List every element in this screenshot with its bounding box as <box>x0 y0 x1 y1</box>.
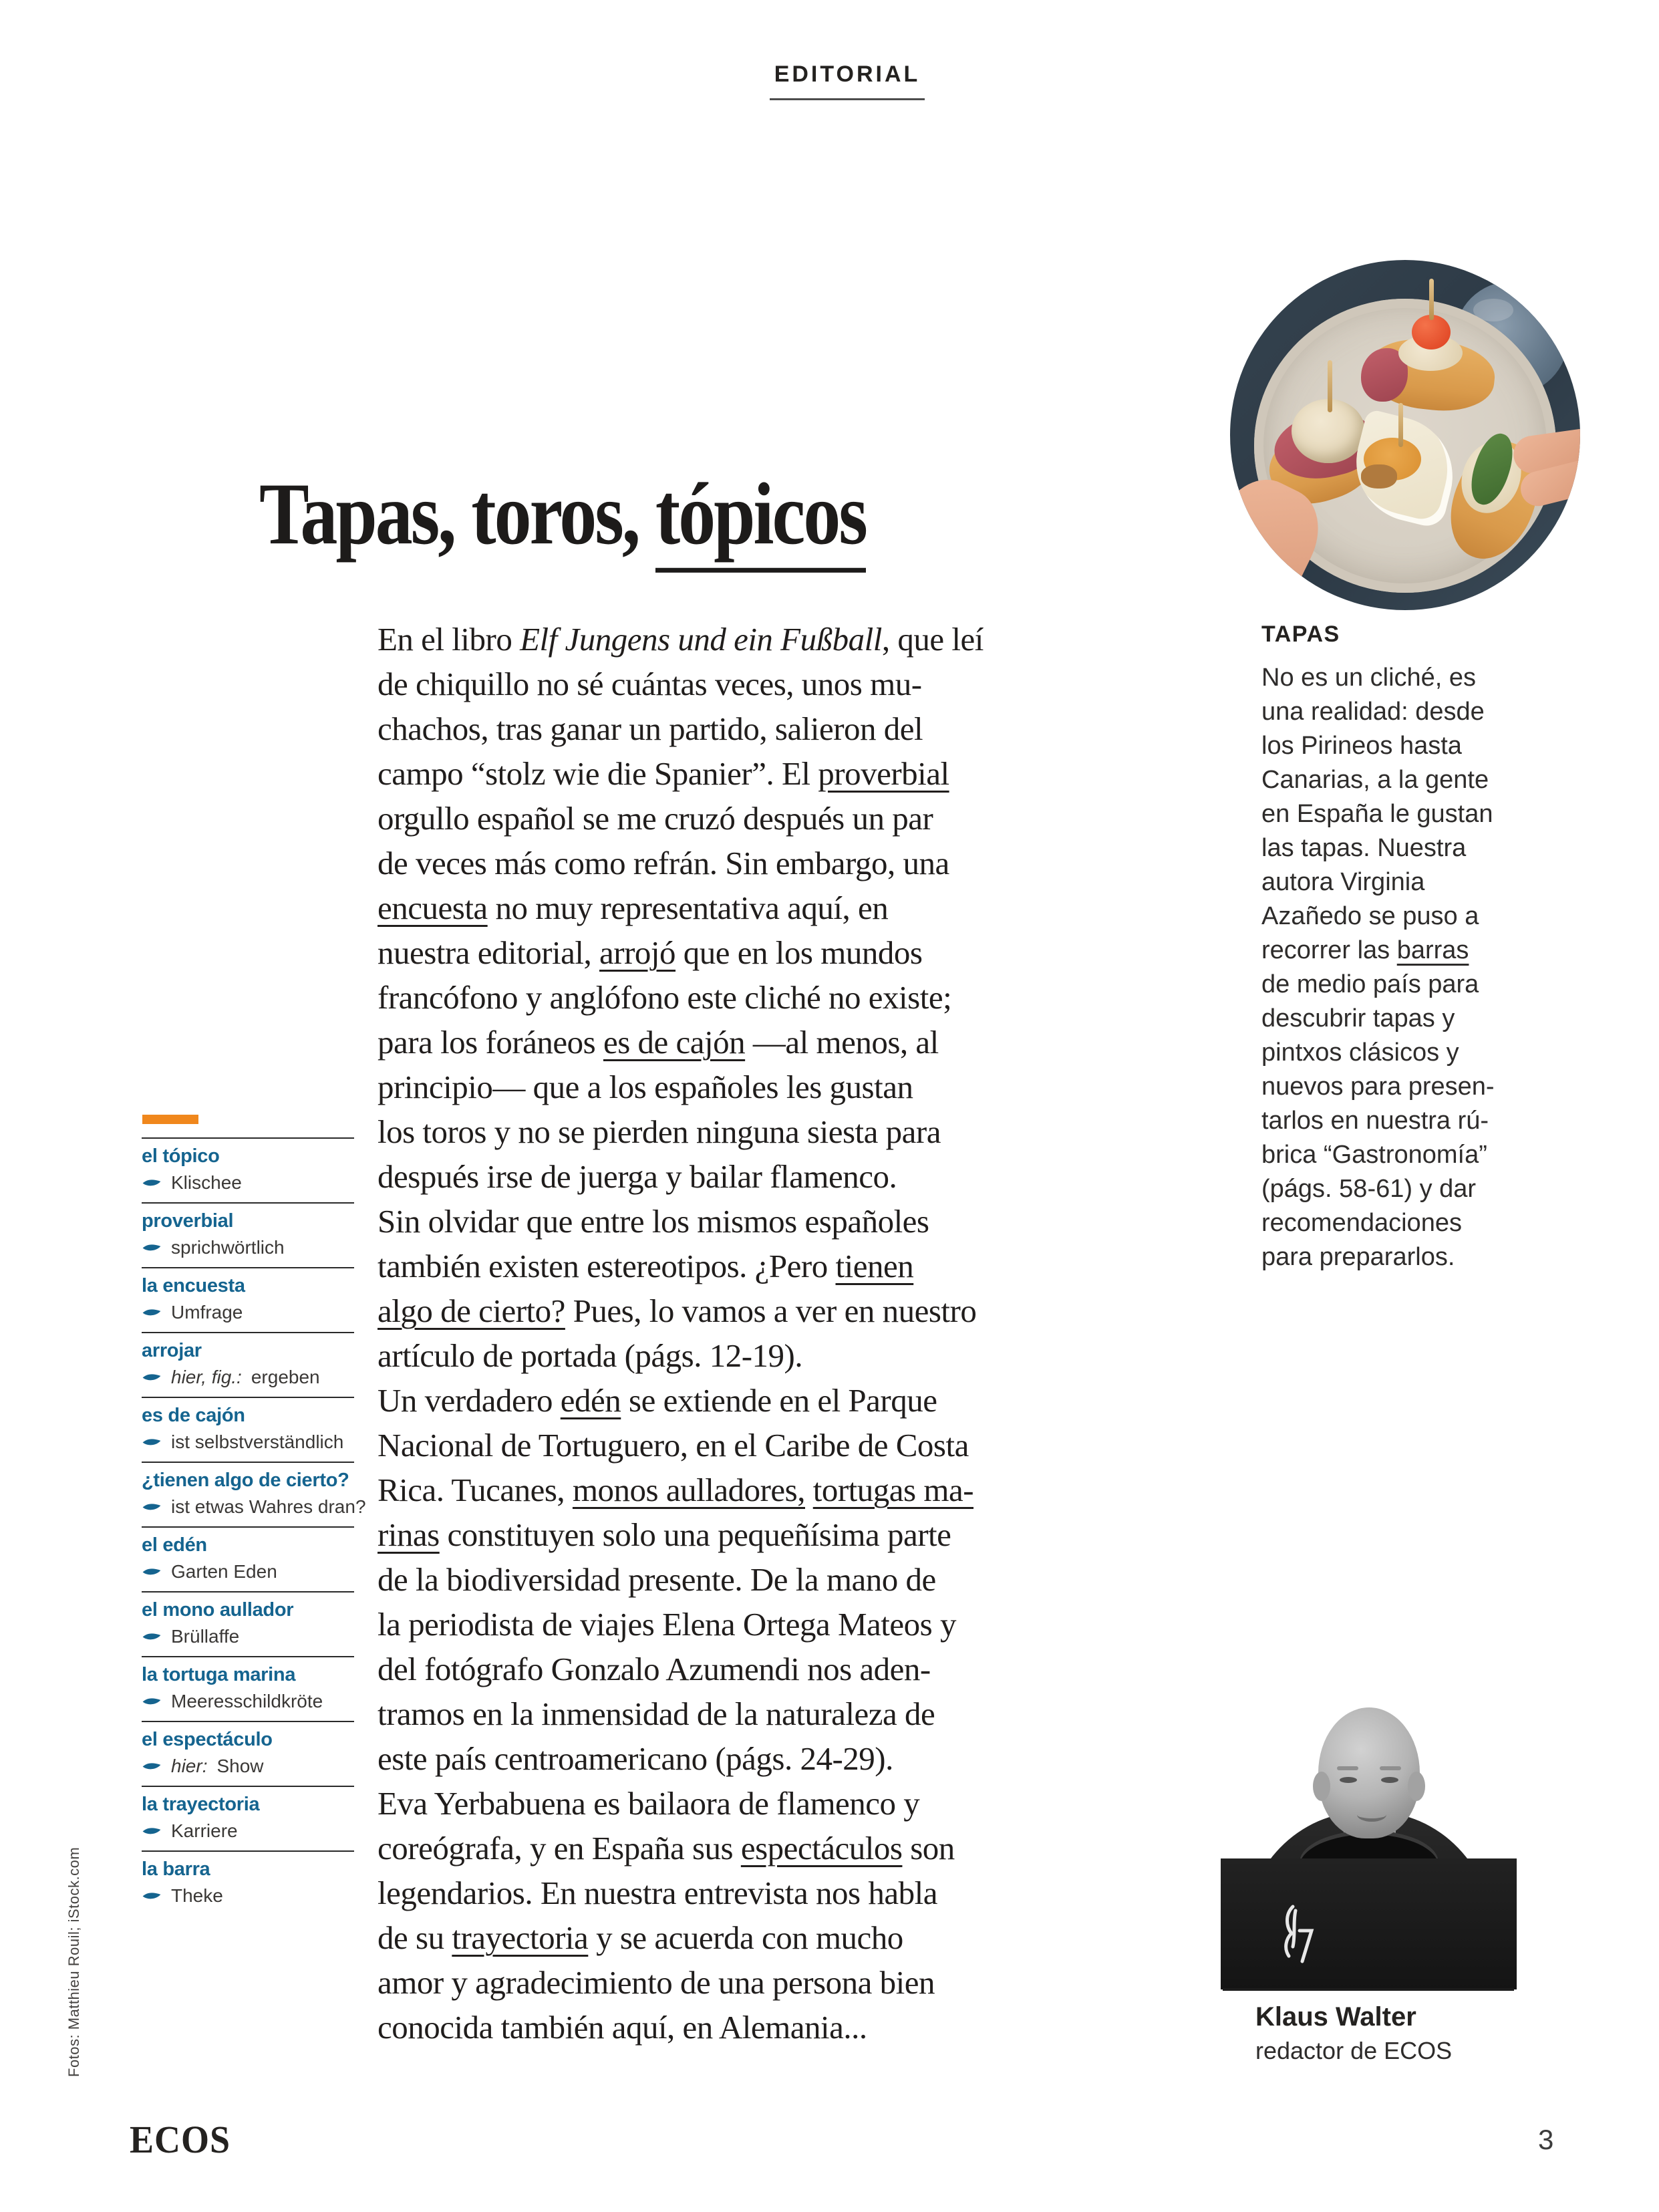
caption-line <box>1261 900 1555 934</box>
text-run: Pues, lo vamos a ver en nuestro <box>565 1292 977 1329</box>
text-run: Garten Eden <box>171 1561 277 1582</box>
body-line <box>378 662 1116 706</box>
vocab-term: el edén <box>142 1534 207 1556</box>
text-run: se extiende en el Parque <box>621 1382 937 1419</box>
text-run: de su <box>378 1919 452 1956</box>
body-line <box>378 796 1116 841</box>
text-run: conocida también aquí, en Alemania... <box>378 2009 867 2046</box>
arrow-bullet-icon <box>142 1697 162 1707</box>
text-run: proverbial <box>818 755 949 792</box>
caption-line <box>1261 865 1555 900</box>
text-run: Un verdadero <box>378 1382 561 1419</box>
text-run: este país centroamericano (págs. 24-29). <box>378 1740 893 1777</box>
tapas-photo <box>1230 260 1580 610</box>
body-line <box>378 617 1116 662</box>
vocab-term: arrojar <box>142 1340 202 1361</box>
author-divider-line <box>1223 1988 1514 1991</box>
vocab-translation <box>142 1885 354 1907</box>
author-photo <box>1221 1699 1517 1989</box>
page-title <box>259 464 1061 565</box>
magazine-logo: ECOS <box>130 2118 231 2161</box>
text-run: pintxos clásicos y <box>1261 1039 1459 1067</box>
photo-credit: Fotos: Matthieu Rouil; iStock.com <box>65 1846 82 2077</box>
text-run: chachos, tras ganar un partido, salieron del <box>378 710 923 747</box>
author-role: redactor de ECOS <box>1255 2037 1453 2064</box>
vocab-translation <box>142 1496 366 1518</box>
body-line <box>378 930 1116 975</box>
body-line <box>378 1960 1116 2005</box>
caption-line <box>1261 831 1555 865</box>
eye <box>1340 1777 1357 1783</box>
body-line <box>378 1423 1116 1468</box>
vocab-item <box>142 1591 354 1656</box>
caption-line <box>1261 1002 1555 1036</box>
skewer-stick <box>1429 279 1434 320</box>
text-run: Show <box>216 1756 264 1776</box>
text-run: tramos en la inmensidad de la naturaleza de <box>378 1695 935 1732</box>
vocab-term: ¿tienen algo de cierto? <box>142 1470 349 1491</box>
text-run: nuestra editorial, <box>378 934 600 971</box>
arrow-bullet-icon <box>142 1308 162 1318</box>
text-run: algo de cierto? <box>378 1292 565 1329</box>
caption-line <box>1261 968 1555 1002</box>
vocab-item <box>142 1462 366 1526</box>
arrow-bullet-icon <box>142 1632 162 1642</box>
vocab-item <box>142 1721 354 1786</box>
vocab-list <box>142 1137 366 1915</box>
text-run: sprichwörtlich <box>171 1237 285 1258</box>
vocab-term: la barra <box>142 1858 210 1880</box>
vocab-translation <box>142 1366 354 1389</box>
body-line <box>378 1826 1116 1871</box>
text-run: de medio país para <box>1261 970 1479 998</box>
vocab-translation <box>142 1690 354 1713</box>
section-label: EDITORIAL <box>770 61 925 100</box>
vocab-item <box>142 1397 354 1462</box>
text-run: autora Virginia <box>1261 868 1425 896</box>
text-run: rinas <box>378 1516 440 1553</box>
text-run: para los foráneos <box>378 1024 603 1061</box>
text-run: descubrir tapas y <box>1261 1004 1455 1032</box>
text-run: coreógrafa, y en España sus <box>378 1830 741 1867</box>
walnut <box>1361 464 1397 489</box>
vocab-translation <box>142 1560 354 1583</box>
vocab-item <box>142 1267 354 1332</box>
arrow-bullet-icon <box>142 1567 162 1577</box>
caption-line <box>1261 1138 1555 1172</box>
text-run: de veces más como refrán. Sin embargo, una <box>378 845 949 881</box>
body-line <box>378 1647 1116 1691</box>
text-run: , que leí <box>881 621 984 658</box>
text-run: y se acuerda con mucho <box>588 1919 903 1956</box>
text-run: para prepararlos. <box>1261 1243 1455 1271</box>
body-line <box>378 1378 1116 1423</box>
text-run: (págs. 58-61) y dar <box>1261 1175 1477 1203</box>
arrow-bullet-icon <box>142 1502 162 1512</box>
text-run: orgullo español se me cruzó después un par <box>378 800 933 837</box>
vocab-item <box>142 1656 354 1721</box>
body-line <box>378 1065 1116 1109</box>
vocab-term: la encuesta <box>142 1275 245 1296</box>
tapas-caption <box>1261 621 1555 1274</box>
vocab-translation <box>142 1301 354 1324</box>
editorial-body-text <box>378 617 1116 2050</box>
text-run: recorrer las <box>1261 936 1397 964</box>
hoodie-logo <box>1273 1900 1320 1967</box>
vocab-term: el tópico <box>142 1145 220 1167</box>
vocab-translation <box>142 1625 354 1648</box>
text-run: amor y agradecimiento de una persona bien <box>378 1964 935 2001</box>
body-line <box>378 1333 1116 1378</box>
text-run <box>805 1472 813 1508</box>
text-run: después irse de juerga y bailar flamenco. <box>378 1158 897 1195</box>
body-line <box>378 1199 1116 1244</box>
caption-line <box>1261 797 1555 831</box>
text-run: edén <box>560 1382 621 1419</box>
torso <box>1221 1858 1517 1989</box>
text-run: No es un cliché, es <box>1261 664 1477 692</box>
body-line <box>378 1468 1116 1512</box>
text-run: tortugas ma- <box>812 1472 974 1508</box>
text-run: que en los mundos <box>675 934 923 971</box>
text-run: de la biodiversidad presente. De la mano de <box>378 1561 936 1598</box>
body-line <box>378 885 1116 930</box>
text-run: —al menos, al <box>745 1024 939 1061</box>
text-run: Azañedo se puso a <box>1261 902 1479 930</box>
text-run: barras <box>1396 936 1469 964</box>
text-run: encuesta <box>378 889 488 926</box>
text-run: hier, fig.: <box>171 1367 242 1387</box>
caption-line <box>1261 1240 1555 1274</box>
text-run: brica “Gastronomía” <box>1261 1141 1487 1169</box>
vocab-translation <box>142 1755 354 1778</box>
body-line <box>378 1915 1116 1960</box>
body-line <box>378 1736 1116 1781</box>
caption-line <box>1261 729 1555 763</box>
arrow-bullet-icon <box>142 1826 162 1836</box>
text-run: constituyen solo una pequeñísima parte <box>439 1516 951 1553</box>
text-run: monos aulladores, <box>572 1472 805 1508</box>
text-run: Rica. Tucanes, <box>378 1472 573 1508</box>
text-run: también existen estereotipos. ¿Pero <box>378 1248 836 1284</box>
ear <box>1313 1772 1330 1801</box>
text-run: hier: <box>171 1756 208 1776</box>
caption-line <box>1261 1036 1555 1070</box>
text-run: de chiquillo no sé cuántas veces, unos mu- <box>378 666 922 702</box>
eye <box>1381 1777 1398 1783</box>
text-run: ist selbstverständlich <box>171 1431 344 1452</box>
text-run: Theke <box>171 1885 223 1906</box>
page-number: 3 <box>1538 2124 1554 2155</box>
body-line <box>378 1154 1116 1199</box>
text-run: Nacional de Tortuguero, en el Caribe de Costa <box>378 1427 969 1464</box>
body-line <box>378 1691 1116 1736</box>
text-run: ist etwas Wahres dran? <box>171 1496 366 1517</box>
vocab-translation <box>142 1820 354 1842</box>
body-line <box>378 706 1116 751</box>
text-run: es de cajón <box>603 1024 746 1061</box>
head <box>1318 1707 1420 1838</box>
caption-line <box>1261 1070 1555 1104</box>
text-run: los Pirineos hasta <box>1261 732 1462 760</box>
text-run: del fotógrafo Gonzalo Azumendi nos aden- <box>378 1651 931 1687</box>
author-name: Klaus Walter <box>1255 2002 1416 2032</box>
text-run: las tapas. Nuestra <box>1261 834 1467 862</box>
arrow-bullet-icon <box>142 1178 162 1188</box>
vocab-item <box>142 1137 354 1202</box>
page-title-underlined: tópicos <box>655 465 866 572</box>
vocab-item <box>142 1786 354 1850</box>
text-run: no muy representativa aquí, en <box>487 889 889 926</box>
ear <box>1408 1772 1425 1801</box>
caption-line <box>1261 763 1555 797</box>
text-run: recomendaciones <box>1261 1209 1462 1237</box>
caption-line <box>1261 934 1555 968</box>
text-run: nuevos para presen- <box>1261 1073 1495 1101</box>
body-line <box>378 1781 1116 1826</box>
caption-line <box>1261 1206 1555 1240</box>
text-run: la periodista de viajes Elena Ortega Mateos y <box>378 1606 956 1643</box>
vocab-term: proverbial <box>142 1210 234 1232</box>
text-run: ergeben <box>251 1367 320 1387</box>
body-line <box>378 1244 1116 1288</box>
body-line <box>378 751 1116 796</box>
text-run: Sin olvidar que entre los mismos españoles <box>378 1203 929 1240</box>
arrow-bullet-icon <box>142 1243 162 1253</box>
text-run: tienen <box>835 1248 914 1284</box>
text-run: Meeresschildkröte <box>171 1691 323 1711</box>
arrow-bullet-icon <box>142 1373 162 1383</box>
caption-line <box>1261 1172 1555 1206</box>
body-line <box>378 1512 1116 1557</box>
caption-line <box>1261 1104 1555 1138</box>
tapas-caption-text <box>1261 661 1555 1274</box>
vocab-item <box>142 1332 354 1397</box>
text-run: artículo de portada (págs. 12-19). <box>378 1337 803 1374</box>
caption-line <box>1261 661 1555 695</box>
vocab-term: el mono aullador <box>142 1599 294 1621</box>
body-line <box>378 841 1116 885</box>
text-run: Canarias, a la gente <box>1261 766 1489 794</box>
text-run: francófono y anglófono este cliché no existe; <box>378 979 952 1016</box>
page-title-plain: Tapas, toros, <box>259 465 655 563</box>
skewer-stick <box>1398 403 1403 447</box>
vocab-term: el espectáculo <box>142 1729 273 1750</box>
body-line <box>378 1871 1116 1915</box>
arrow-bullet-icon <box>142 1437 162 1447</box>
vocab-term: es de cajón <box>142 1405 245 1426</box>
body-line <box>378 975 1116 1020</box>
text-run: Karriere <box>171 1820 238 1841</box>
text-run: espectáculos <box>740 1830 903 1867</box>
text-run: Klischee <box>171 1172 242 1193</box>
caption-line <box>1261 695 1555 729</box>
text-run: Brüllaffe <box>171 1626 240 1647</box>
vocab-item <box>142 1202 354 1267</box>
vocab-translation <box>142 1236 354 1259</box>
tapas-caption-heading: TAPAS <box>1261 621 1340 647</box>
body-line <box>378 1020 1116 1065</box>
body-line <box>378 1288 1116 1333</box>
text-run: legendarios. En nuestra entrevista nos habla <box>378 1875 937 1911</box>
body-line <box>378 1557 1116 1602</box>
vocab-term: la trayectoria <box>142 1794 260 1815</box>
eyebrow <box>1337 1766 1358 1770</box>
text-run: trayectoria <box>452 1919 589 1956</box>
text-run: en España le gustan <box>1261 800 1493 828</box>
body-line <box>378 1602 1116 1647</box>
vocab-item <box>142 1526 354 1591</box>
text-run: tarlos en nuestra rú- <box>1261 1107 1489 1135</box>
eyebrow <box>1380 1766 1401 1770</box>
arrow-bullet-icon <box>142 1891 162 1901</box>
text-run: Eva Yerbabuena es bailaora de flamenco y <box>378 1785 920 1822</box>
vocab-item <box>142 1850 354 1915</box>
vocab-translation <box>142 1431 354 1454</box>
mouth <box>1357 1808 1386 1822</box>
text-run: una realidad: desde <box>1261 698 1485 726</box>
text-run: los toros y no se pierden ninguna siesta para <box>378 1113 941 1150</box>
text-run: son <box>902 1830 955 1867</box>
arrow-bullet-icon <box>142 1762 162 1772</box>
text-run: campo “stolz wie die Spanier”. El <box>378 755 818 792</box>
text-run: Umfrage <box>171 1302 243 1323</box>
text-run: principio— que a los españoles les gustan <box>378 1069 913 1105</box>
text-run: Elf Jungens und ein Fußball <box>520 621 882 658</box>
body-line <box>378 1109 1116 1154</box>
vocab-accent-bar <box>142 1115 198 1124</box>
vocab-term: la tortuga marina <box>142 1664 296 1685</box>
body-line <box>378 2005 1116 2050</box>
text-run: En el libro <box>378 621 520 658</box>
skewer-stick <box>1328 360 1332 412</box>
vocab-translation <box>142 1171 354 1194</box>
text-run: arrojó <box>599 934 676 971</box>
